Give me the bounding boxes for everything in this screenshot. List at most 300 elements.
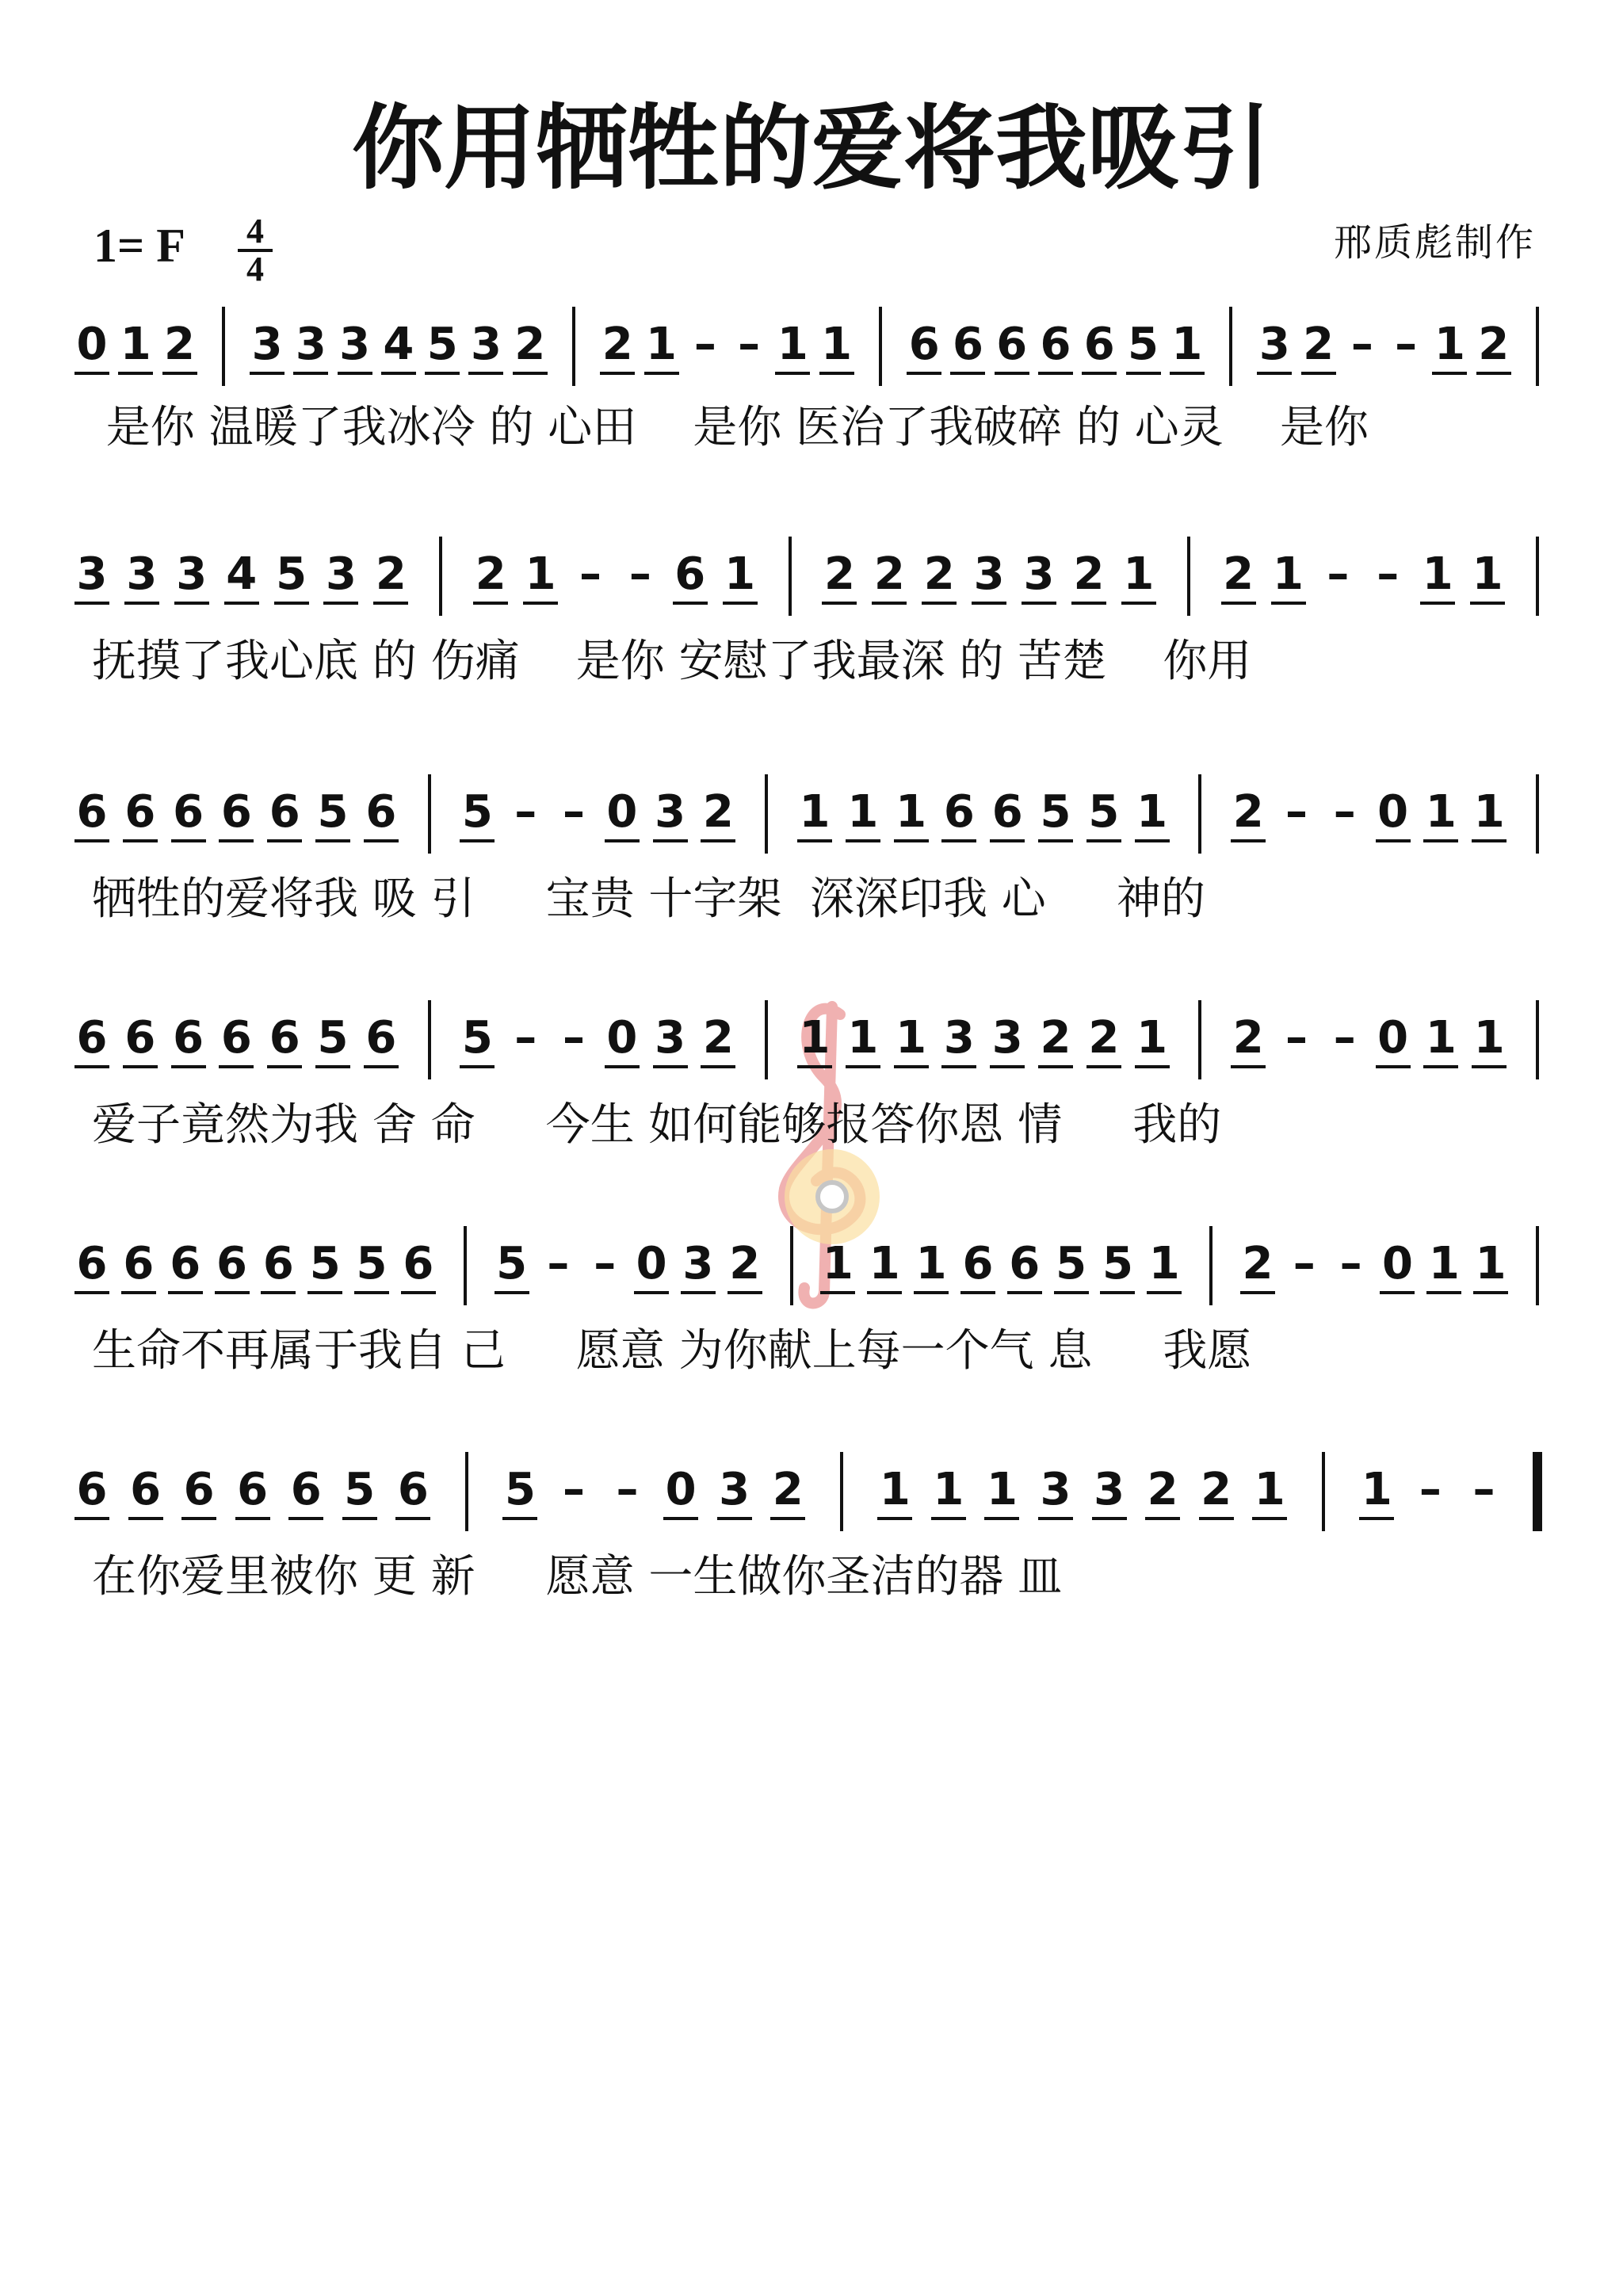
beam-underline bbox=[219, 1065, 254, 1068]
beam-underline bbox=[1472, 839, 1507, 842]
note: 6 bbox=[76, 1464, 108, 1515]
beam-underline bbox=[74, 1517, 109, 1520]
sustain-dash: – bbox=[563, 786, 585, 838]
beam-underline bbox=[315, 839, 350, 842]
beam-underline bbox=[1121, 602, 1156, 605]
note: 5 bbox=[344, 1464, 376, 1515]
beam-underline bbox=[1086, 1065, 1121, 1068]
note: 1 bbox=[799, 786, 831, 838]
note: 3 bbox=[1258, 319, 1290, 370]
time-signature-bottom: 4 bbox=[246, 250, 264, 288]
note: 6 bbox=[220, 786, 252, 838]
beam-underline bbox=[1376, 839, 1411, 842]
beam-underline bbox=[364, 839, 399, 842]
note: 6 bbox=[262, 1238, 294, 1289]
final-barline bbox=[1533, 1452, 1542, 1531]
beam-underline bbox=[123, 1065, 158, 1068]
note: 6 bbox=[403, 1238, 434, 1289]
note: 3 bbox=[655, 1012, 686, 1064]
note: 5 bbox=[276, 548, 307, 600]
beam-underline bbox=[770, 1517, 805, 1520]
note: 5 bbox=[317, 786, 349, 838]
note: 3 bbox=[719, 1464, 750, 1515]
beam-underline bbox=[877, 1517, 912, 1520]
beam-underline bbox=[717, 1517, 752, 1520]
barline bbox=[1322, 1452, 1325, 1531]
beam-underline bbox=[338, 372, 372, 375]
sustain-dash: – bbox=[1327, 548, 1350, 600]
beam-underline bbox=[1022, 602, 1056, 605]
note: 6 bbox=[290, 1464, 322, 1515]
note: 1 bbox=[986, 1464, 1018, 1515]
note: 6 bbox=[124, 786, 156, 838]
beam-underline bbox=[121, 1291, 156, 1294]
note: 6 bbox=[216, 1238, 247, 1289]
note: 1 bbox=[822, 1238, 854, 1289]
beam-underline bbox=[1240, 1291, 1275, 1294]
beam-underline bbox=[118, 372, 153, 375]
note: 0 bbox=[1381, 1238, 1413, 1289]
beam-underline bbox=[315, 1065, 350, 1068]
note: 6 bbox=[365, 1012, 397, 1064]
note: 5 bbox=[461, 786, 493, 838]
beam-underline bbox=[495, 1291, 529, 1294]
beam-underline bbox=[605, 1065, 640, 1068]
barline bbox=[1229, 307, 1232, 386]
note: 3 bbox=[339, 319, 371, 370]
beam-underline bbox=[267, 839, 302, 842]
note: 6 bbox=[237, 1464, 269, 1515]
note: 6 bbox=[991, 786, 1023, 838]
beam-underline bbox=[395, 1517, 430, 1520]
beam-underline bbox=[1100, 1291, 1135, 1294]
beam-underline bbox=[681, 1291, 716, 1294]
beam-underline bbox=[1071, 602, 1106, 605]
beam-underline bbox=[867, 1291, 902, 1294]
beam-underline bbox=[1231, 1065, 1266, 1068]
beam-underline bbox=[1007, 1291, 1042, 1294]
note: 5 bbox=[309, 1238, 341, 1289]
note: 2 bbox=[1040, 1012, 1071, 1064]
note: 6 bbox=[952, 319, 983, 370]
beam-underline bbox=[653, 839, 688, 842]
note: 0 bbox=[606, 1012, 638, 1064]
beam-underline bbox=[1252, 1517, 1287, 1520]
note: 6 bbox=[1040, 319, 1071, 370]
sustain-dash: – bbox=[514, 786, 537, 838]
note: 5 bbox=[1040, 786, 1071, 838]
note: 1 bbox=[799, 1012, 831, 1064]
note: 2 bbox=[1088, 1012, 1120, 1064]
beam-underline bbox=[605, 839, 640, 842]
note: 2 bbox=[1242, 1238, 1274, 1289]
note: 2 bbox=[1073, 548, 1105, 600]
note: 6 bbox=[943, 786, 975, 838]
beam-underline bbox=[181, 1517, 216, 1520]
note: 1 bbox=[847, 1012, 879, 1064]
note: 6 bbox=[269, 786, 300, 838]
beam-underline bbox=[123, 839, 158, 842]
barline bbox=[465, 1452, 468, 1531]
note: 1 bbox=[1475, 1238, 1507, 1289]
note: 1 bbox=[1473, 786, 1505, 838]
note: 6 bbox=[1083, 319, 1115, 370]
sustain-dash: – bbox=[1350, 319, 1373, 370]
note: 0 bbox=[606, 786, 638, 838]
note: 1 bbox=[1361, 1464, 1392, 1515]
note: 2 bbox=[1147, 1464, 1178, 1515]
beam-underline bbox=[1038, 1065, 1073, 1068]
beam-underline bbox=[425, 372, 460, 375]
beam-underline bbox=[1147, 1291, 1182, 1294]
barline bbox=[464, 1226, 467, 1305]
beam-underline bbox=[124, 602, 159, 605]
beam-underline bbox=[663, 1517, 698, 1520]
beam-underline bbox=[972, 602, 1006, 605]
beam-underline bbox=[894, 839, 929, 842]
beam-underline bbox=[323, 602, 358, 605]
note: 5 bbox=[1128, 319, 1159, 370]
note: 6 bbox=[76, 786, 108, 838]
beam-underline bbox=[468, 372, 503, 375]
note: 1 bbox=[1422, 548, 1453, 600]
beam-underline bbox=[171, 1065, 206, 1068]
beam-underline bbox=[171, 839, 206, 842]
sustain-dash: – bbox=[1333, 1012, 1356, 1064]
beam-underline bbox=[74, 602, 109, 605]
note: 5 bbox=[317, 1012, 349, 1064]
note: 0 bbox=[636, 1238, 667, 1289]
beam-underline bbox=[401, 1291, 436, 1294]
beam-underline bbox=[1038, 839, 1073, 842]
beam-underline bbox=[250, 372, 285, 375]
lyric-line: 抚摸了我心底 的 伤痛 是你 安慰了我最深 的 苦楚 你用 bbox=[92, 636, 1252, 687]
note: 6 bbox=[130, 1464, 162, 1515]
sustain-dash: – bbox=[1285, 1012, 1308, 1064]
barline bbox=[1209, 1226, 1212, 1305]
lyric-line: 是你 温暖了我冰冷 的 心田 是你 医治了我破碎 的 心灵 是你 bbox=[92, 402, 1369, 453]
note: 2 bbox=[772, 1464, 804, 1515]
beam-underline bbox=[872, 602, 907, 605]
barline bbox=[1198, 774, 1201, 854]
note: 2 bbox=[823, 548, 855, 600]
sustain-dash: – bbox=[1333, 786, 1356, 838]
note: 2 bbox=[514, 319, 546, 370]
note: 3 bbox=[470, 319, 502, 370]
barline bbox=[428, 774, 431, 854]
beam-underline bbox=[267, 1065, 302, 1068]
beam-underline bbox=[1038, 372, 1073, 375]
beam-underline bbox=[174, 602, 209, 605]
note: 1 bbox=[915, 1238, 947, 1289]
note: 5 bbox=[356, 1238, 388, 1289]
note: 3 bbox=[682, 1238, 714, 1289]
note: 1 bbox=[1136, 1012, 1168, 1064]
note: 3 bbox=[943, 1012, 975, 1064]
beam-underline bbox=[1145, 1517, 1180, 1520]
note: 1 bbox=[1171, 319, 1203, 370]
beam-underline bbox=[1359, 1517, 1394, 1520]
note: 0 bbox=[1377, 786, 1409, 838]
barline bbox=[572, 307, 575, 386]
lyric-line: 爱子竟然为我 舍 命 今生 如何能够报答你恩 情 我的 bbox=[92, 1099, 1222, 1151]
beam-underline bbox=[1135, 839, 1170, 842]
beam-underline bbox=[381, 372, 416, 375]
beam-underline bbox=[523, 602, 558, 605]
sustain-dash: – bbox=[1419, 1464, 1442, 1515]
beam-underline bbox=[74, 372, 109, 375]
sustain-dash: – bbox=[563, 1012, 585, 1064]
note: 3 bbox=[76, 548, 108, 600]
beam-underline bbox=[820, 1291, 855, 1294]
beam-underline bbox=[653, 1065, 688, 1068]
note: 1 bbox=[1148, 1238, 1180, 1289]
note: 6 bbox=[365, 786, 397, 838]
note: 3 bbox=[126, 548, 158, 600]
note: 6 bbox=[76, 1238, 108, 1289]
note: 3 bbox=[655, 786, 686, 838]
beam-underline bbox=[995, 372, 1029, 375]
beam-underline bbox=[128, 1517, 163, 1520]
note: 1 bbox=[1136, 786, 1168, 838]
sustain-dash: – bbox=[1395, 319, 1418, 370]
beam-underline bbox=[373, 602, 408, 605]
note: 6 bbox=[124, 1012, 156, 1064]
beam-underline bbox=[960, 1291, 995, 1294]
arranger-credit: 邢质彪制作 bbox=[1333, 220, 1536, 265]
beam-underline bbox=[274, 602, 309, 605]
note: 3 bbox=[1023, 548, 1055, 600]
note: 1 bbox=[777, 319, 808, 370]
note: 2 bbox=[1232, 786, 1264, 838]
barline bbox=[1536, 307, 1539, 386]
note: 1 bbox=[1434, 319, 1465, 370]
beam-underline bbox=[950, 372, 985, 375]
beam-underline bbox=[342, 1517, 377, 1520]
note: 6 bbox=[674, 548, 706, 600]
note: 2 bbox=[873, 548, 905, 600]
note: 3 bbox=[325, 548, 357, 600]
barline bbox=[1187, 537, 1190, 616]
barline bbox=[1536, 537, 1539, 616]
note: 1 bbox=[1425, 786, 1457, 838]
beam-underline bbox=[224, 602, 259, 605]
note: 0 bbox=[76, 319, 108, 370]
beam-underline bbox=[1271, 602, 1306, 605]
beam-underline bbox=[1170, 372, 1205, 375]
note: 5 bbox=[1088, 786, 1120, 838]
note: 1 bbox=[896, 1012, 927, 1064]
note: 1 bbox=[724, 548, 756, 600]
beam-underline bbox=[1054, 1291, 1089, 1294]
sustain-dash: – bbox=[693, 319, 716, 370]
beam-underline bbox=[1301, 372, 1336, 375]
note: 0 bbox=[1377, 1012, 1409, 1064]
beam-underline bbox=[727, 1291, 762, 1294]
beam-underline bbox=[1426, 1291, 1461, 1294]
beam-underline bbox=[1432, 372, 1467, 375]
note: 5 bbox=[426, 319, 458, 370]
beam-underline bbox=[941, 1065, 976, 1068]
barline bbox=[879, 307, 882, 386]
note: 1 bbox=[869, 1238, 900, 1289]
note: 2 bbox=[1232, 1012, 1264, 1064]
note: 6 bbox=[269, 1012, 300, 1064]
barline bbox=[765, 1000, 768, 1079]
beam-underline bbox=[1231, 839, 1266, 842]
note: 4 bbox=[226, 548, 258, 600]
barline bbox=[790, 1226, 793, 1305]
beam-underline bbox=[1423, 1065, 1458, 1068]
barline bbox=[428, 1000, 431, 1079]
beam-underline bbox=[1476, 372, 1511, 375]
note: 3 bbox=[1040, 1464, 1071, 1515]
time-signature bbox=[235, 214, 276, 287]
beam-underline bbox=[1420, 602, 1455, 605]
beam-underline bbox=[922, 602, 957, 605]
beam-underline bbox=[984, 1517, 1019, 1520]
note: 2 bbox=[1201, 1464, 1232, 1515]
beam-underline bbox=[894, 1065, 929, 1068]
sustain-dash: – bbox=[1285, 786, 1308, 838]
beam-underline bbox=[235, 1517, 270, 1520]
note: 1 bbox=[933, 1464, 964, 1515]
beam-underline bbox=[990, 1065, 1025, 1068]
barline bbox=[1536, 774, 1539, 854]
note: 2 bbox=[729, 1238, 761, 1289]
beam-underline bbox=[723, 602, 758, 605]
beam-underline bbox=[1086, 839, 1121, 842]
sustain-dash: – bbox=[1339, 1238, 1362, 1289]
note: 4 bbox=[383, 319, 414, 370]
barline bbox=[789, 537, 792, 616]
note: 1 bbox=[1428, 1238, 1460, 1289]
beam-underline bbox=[1038, 1517, 1073, 1520]
beam-underline bbox=[846, 1065, 880, 1068]
key-signature: 1= F bbox=[94, 220, 185, 272]
beam-underline bbox=[473, 602, 508, 605]
note: 6 bbox=[173, 1012, 204, 1064]
beam-underline bbox=[600, 372, 635, 375]
barline bbox=[1536, 1226, 1539, 1305]
note: 3 bbox=[176, 548, 208, 600]
beam-underline bbox=[293, 372, 328, 375]
time-signature-top: 4 bbox=[246, 212, 264, 250]
sustain-dash: – bbox=[514, 1012, 537, 1064]
lyric-line: 在你爱里被你 更 新 愿意 一生做你圣洁的器 皿 bbox=[92, 1551, 1063, 1603]
note: 6 bbox=[908, 319, 940, 370]
beam-underline bbox=[1082, 372, 1117, 375]
note: 5 bbox=[461, 1012, 493, 1064]
sustain-dash: – bbox=[1472, 1464, 1495, 1515]
beam-underline bbox=[354, 1291, 389, 1294]
note: 6 bbox=[173, 786, 204, 838]
note: 6 bbox=[123, 1238, 155, 1289]
sustain-dash: – bbox=[579, 548, 601, 600]
note: 2 bbox=[601, 319, 633, 370]
beam-underline bbox=[162, 372, 197, 375]
note: 6 bbox=[1009, 1238, 1041, 1289]
beam-underline bbox=[701, 1065, 735, 1068]
note: 2 bbox=[164, 319, 196, 370]
note: 1 bbox=[1472, 548, 1503, 600]
note: 6 bbox=[183, 1464, 215, 1515]
note: 5 bbox=[504, 1464, 536, 1515]
beam-underline bbox=[1221, 602, 1256, 605]
sustain-dash: – bbox=[738, 319, 761, 370]
beam-underline bbox=[1126, 372, 1161, 375]
sustain-dash: – bbox=[1293, 1238, 1316, 1289]
beam-underline bbox=[846, 839, 880, 842]
barline bbox=[439, 537, 442, 616]
beam-underline bbox=[1376, 1065, 1411, 1068]
note: 2 bbox=[1303, 319, 1335, 370]
beam-underline bbox=[168, 1291, 203, 1294]
beam-underline bbox=[797, 839, 832, 842]
note: 3 bbox=[295, 319, 327, 370]
note: 2 bbox=[1478, 319, 1510, 370]
note: 6 bbox=[397, 1464, 429, 1515]
beam-underline bbox=[460, 839, 495, 842]
note: 1 bbox=[847, 786, 879, 838]
sustain-dash: – bbox=[628, 548, 651, 600]
note: 6 bbox=[170, 1238, 201, 1289]
beam-underline bbox=[215, 1291, 250, 1294]
beam-underline bbox=[261, 1291, 296, 1294]
beam-underline bbox=[644, 372, 679, 375]
beam-underline bbox=[460, 1065, 495, 1068]
note: 1 bbox=[896, 786, 927, 838]
note: 2 bbox=[702, 786, 734, 838]
beam-underline bbox=[1423, 839, 1458, 842]
note: 5 bbox=[496, 1238, 528, 1289]
note: 1 bbox=[1425, 1012, 1457, 1064]
note: 1 bbox=[1273, 548, 1304, 600]
note: 6 bbox=[962, 1238, 994, 1289]
beam-underline bbox=[288, 1517, 323, 1520]
beam-underline bbox=[1473, 1291, 1508, 1294]
note: 6 bbox=[220, 1012, 252, 1064]
note: 3 bbox=[973, 548, 1005, 600]
beam-underline bbox=[673, 602, 708, 605]
beam-underline bbox=[931, 1517, 966, 1520]
beam-underline bbox=[701, 839, 735, 842]
barline bbox=[1198, 1000, 1201, 1079]
beam-underline bbox=[822, 602, 857, 605]
beam-underline bbox=[634, 1291, 669, 1294]
beam-underline bbox=[1199, 1517, 1234, 1520]
note: 0 bbox=[665, 1464, 697, 1515]
note: 1 bbox=[120, 319, 151, 370]
note: 1 bbox=[646, 319, 678, 370]
beam-underline bbox=[307, 1291, 342, 1294]
sustain-dash: – bbox=[547, 1238, 570, 1289]
song-title: 你用牺牲的爱将我吸引 bbox=[352, 95, 1271, 202]
note: 6 bbox=[996, 319, 1028, 370]
beam-underline bbox=[219, 839, 254, 842]
beam-underline bbox=[1380, 1291, 1415, 1294]
note: 1 bbox=[879, 1464, 911, 1515]
note: 1 bbox=[821, 319, 853, 370]
sustain-dash: – bbox=[1377, 548, 1400, 600]
note: 2 bbox=[702, 1012, 734, 1064]
note: 5 bbox=[1056, 1238, 1087, 1289]
beam-underline bbox=[1470, 602, 1505, 605]
beam-underline bbox=[941, 839, 976, 842]
beam-underline bbox=[1257, 372, 1292, 375]
beam-underline bbox=[1472, 1065, 1507, 1068]
beam-underline bbox=[364, 1065, 399, 1068]
